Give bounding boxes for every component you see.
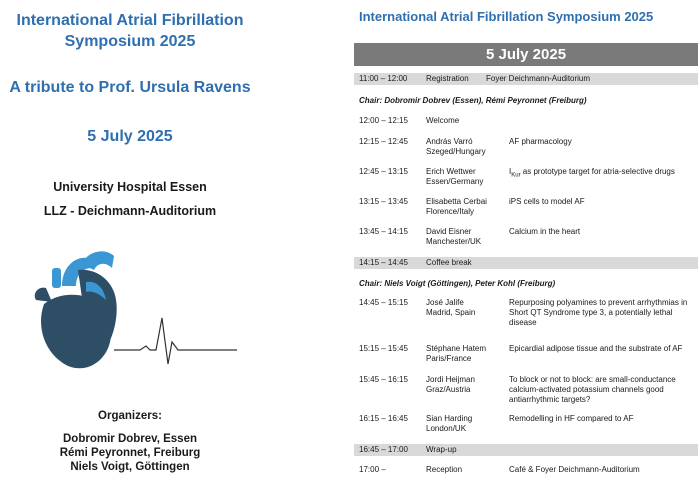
reception-place: Café & Foyer Deichmann-Auditorium — [509, 465, 640, 474]
cover-title — [0, 10, 260, 52]
talk-time: 16:15 – 16:45 — [359, 414, 408, 423]
talk-topic: Calcium in the heart — [509, 227, 581, 236]
coffee-label: Coffee break — [426, 258, 472, 267]
speaker-place: Szeged/Hungary — [426, 147, 486, 156]
speaker-place: Graz/Austria — [426, 385, 471, 394]
reception-time: 17:00 – — [359, 465, 386, 474]
talk-speaker — [426, 298, 475, 318]
speaker-name: Sian Harding — [426, 414, 473, 423]
organizer-3: Niels Voigt, Göttingen — [70, 461, 190, 473]
talk-time: 12:45 – 13:15 — [359, 167, 408, 176]
cover-page — [0, 0, 345, 480]
cover-hospital: University Hospital Essen — [53, 180, 207, 194]
talk-time: 12:15 – 12:45 — [359, 137, 408, 146]
chair-session-2: Chair: Niels Voigt (Göttingen), Peter Kohl (Freiburg) — [359, 279, 556, 288]
speaker-name: Stéphane Hatem — [426, 344, 487, 353]
welcome-label: Welcome — [426, 116, 460, 125]
registration-row — [354, 73, 698, 85]
speaker-place: London/UK — [426, 424, 467, 433]
talk-topic: Repurposing polyamines to prevent arrhythmias in Short QT Syndrome type 3, a potentially lethal disease — [509, 298, 688, 327]
talk-time: 15:15 – 15:45 — [359, 344, 408, 353]
talk-speaker — [426, 167, 483, 187]
speaker-place: Madrid, Spain — [426, 308, 476, 317]
talk-speaker — [426, 197, 487, 217]
speaker-name: Erich Wettwer — [426, 167, 476, 176]
registration-label: Registration — [426, 74, 469, 83]
registration-time: 11:00 – 12:00 — [359, 74, 408, 83]
talk-topic: To block or not to block: are small-conductance calcium-activated potassium channels good antiarrhythmic targets? — [509, 375, 676, 404]
talk-topic: Epicardial adipose tissue and the substrate of AF — [509, 344, 683, 353]
talk-topic: AF pharmacology — [509, 137, 572, 146]
speaker-place: Manchester/UK — [426, 237, 482, 246]
talk-speaker — [426, 137, 486, 157]
talk-time: 13:45 – 14:15 — [359, 227, 408, 236]
program-page — [345, 0, 698, 480]
topic-rest: as prototype target for atria-selective drugs — [520, 167, 675, 176]
reception-label: Reception — [426, 465, 463, 474]
talk-topic — [509, 167, 697, 181]
cover-tribute: A tribute to Prof. Ursula Ravens — [9, 79, 251, 96]
talk-time: 15:45 – 16:15 — [359, 375, 408, 384]
talk-topic: Remodelling in HF compared to AF — [509, 414, 634, 423]
organizer-1: Dobromir Dobrev, Essen — [63, 433, 197, 445]
welcome-time: 12:00 – 12:15 — [359, 116, 408, 125]
cover-title-line2: Symposium 2025 — [64, 33, 196, 50]
talk-time: 14:45 – 15:15 — [359, 298, 408, 307]
talk-speaker — [426, 344, 486, 364]
speaker-name: Jordi Heijman — [426, 375, 475, 384]
chair-session-1: Chair: Dobromir Dobrev (Essen), Rémi Peyronnet (Freiburg) — [359, 96, 587, 105]
coffee-time: 14:15 – 14:45 — [359, 258, 408, 267]
speaker-name: José Jalife — [426, 298, 464, 307]
wrapup-time: 16:45 – 17:00 — [359, 445, 408, 454]
coffee-break-row — [354, 257, 698, 269]
speaker-name: David Eisner — [426, 227, 472, 236]
program-title: International Atrial Fibrillation Symposium 2025 — [359, 9, 654, 24]
cover-venue: LLZ - Deichmann-Auditorium — [43, 204, 217, 218]
speaker-place: Florence/Italy — [426, 207, 475, 216]
talk-speaker — [426, 414, 472, 434]
talk-speaker — [426, 375, 475, 395]
talk-speaker — [426, 227, 481, 247]
talk-time: 13:15 – 13:45 — [359, 197, 408, 206]
wrap-up-row — [354, 444, 698, 456]
organizers-heading: Organizers: — [98, 410, 162, 422]
speaker-place: Essen/Germany — [426, 177, 484, 186]
speaker-place: Paris/France — [426, 354, 472, 363]
cover-title-line1: International Atrial Fibrillation — [16, 12, 244, 29]
wrapup-label: Wrap-up — [426, 445, 457, 454]
speaker-name: András Varró — [426, 137, 473, 146]
talk-topic: iPS cells to model AF — [509, 197, 585, 206]
heart-ecg-icon — [22, 246, 237, 376]
program-date-bar: 5 July 2025 — [354, 43, 698, 66]
topic-prefix: I — [509, 167, 512, 176]
topic-subscript: Kur — [511, 172, 521, 179]
registration-place: Foyer Deichmann-Auditorium — [486, 74, 591, 83]
speaker-name: Elisabetta Cerbai — [426, 197, 487, 206]
cover-date: 5 July 2025 — [87, 128, 173, 145]
organizer-2: Rémi Peyronnet, Freiburg — [59, 447, 201, 459]
